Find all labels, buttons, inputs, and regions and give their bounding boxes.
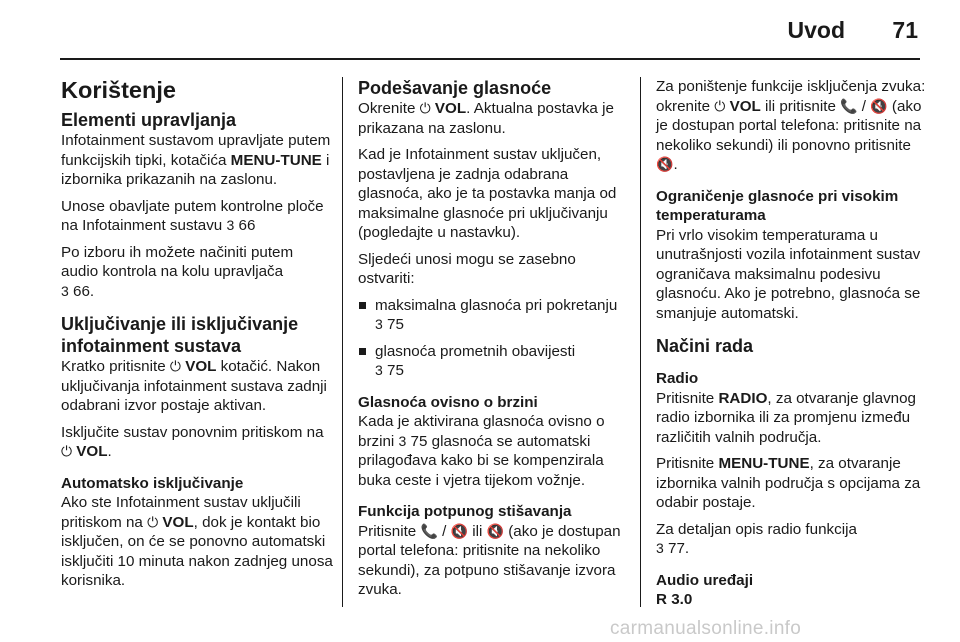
paragraph: Okrenite ⏻ VOL. Aktualna postavka je prikazana na zaslonu. [358,100,614,137]
power-icon: ⏻ [714,97,726,114]
paragraph: Kada je aktivirana glasnoća ovisno o brzini 3 75 glasnoća se automatski prilagođava kako bi se kompenzirala buka ceste i vjetra tijekom vožnje. [358,413,605,489]
arrow-ref-icon: 3 [375,362,383,378]
paragraph: Pritisnite 📞 / 🔇 ili 🔇 (ako je dostupan portal telefona: pritisnite na nekoliko sekundi), za potpuno stišavanje izvora zvuka. [358,522,621,598]
paragraph: Isključite sustav ponovnim pritiskom na ⏻ VOL. [61,423,324,460]
column-1 [61,77,333,598]
page-header [0,0,960,60]
power-icon: ⏻ [419,100,431,116]
arrow-ref-icon: 3 [61,282,69,299]
column-divider-2 [640,77,641,607]
paragraph: Infotainment sustavom upravljate putem funkcijskih tipki, kotačića MENU-TUNE i izbornika prikazanih na zaslonu. [61,132,331,188]
phone-icon: 📞 [420,522,438,539]
heading-audio-devices: Audio uređaji [656,571,754,589]
paragraph: Sljedeći unosi mogu se zasebno ostvariti: [358,250,576,287]
column-3 [656,77,928,610]
heading-on-off: Uključivanje ili isključivanje infotainment sustava [61,314,299,356]
mute-icon: 🔇 [870,97,888,114]
list-item: maksimalna glasnoća pri pokretanju 3 75 [358,296,628,335]
heading-temp-limit: Ograničenje glasnoće pri visokim temperaturama [656,187,899,224]
power-icon: ⏻ [169,358,181,374]
column-2 [358,77,628,607]
arrow-ref-icon: 3 [375,316,383,332]
mute-icon: 🔇 [450,522,469,539]
list-item: glasnoća prometnih obavijesti 3 75 [358,342,628,381]
heading-r30: R 3.0 [656,591,693,608]
mute-icon: 🔇 [656,156,674,172]
bullet-list [358,296,628,381]
paragraph: Kratko pritisnite ⏻ VOL kotačić. Nakon uključivanja infotainment sustava zadnji odabrani izvor postaje aktivan. [61,358,327,414]
heading-controls: Elementi upravljanja [61,110,237,130]
paragraph: Pritisnite MENU-TUNE, za otvaranje izbornika valnih područja s opcijama za odabir postaje. [656,455,921,511]
mute-icon: 🔇 [486,522,505,539]
heading-modes: Načini rada [656,336,754,356]
heading-volume: Podešavanje glasnoće [358,78,552,98]
paragraph: Ako ste Infotainment sustav uključili pritiskom na ⏻ VOL, dok je kontakt bio isključen, on će se ponovno automatski isključiti 10 minuta nakon zadnjeg unosa korisnika. [61,494,333,589]
page-number: 71 [892,17,918,43]
paragraph: Za poništenje funkcije isključenja zvuka: okrenite ⏻ VOL ili pritisnite 📞 / 🔇 (ako je dostupan portal telefona: pritisnite na nekoliko sekundi) ili ponovno pritisnite 🔇. [656,78,926,173]
heading-radio: Radio [656,370,699,387]
paragraph: Pri vrlo visokim temperaturama u unutrašnjosti vozila infotainment sustav ograničava maksimalnu podesivu glasnoću. Ako je potrebno, glasnoća se smanjuje automatski. [656,226,921,322]
paragraph: Za detaljan opis radio funkcija 3 77. [656,520,857,557]
power-icon: ⏻ [147,513,159,530]
paragraph: Kad je Infotainment sustav uključen, postavljena je zadnja odabrana glasnoća, ako je ta postavka manja od maksimalne glasnoće pri uključivanju (pogledajte u nastavku). [358,146,617,241]
arrow-ref-icon: 3 [398,432,407,449]
power-icon: ⏻ [61,443,73,459]
paragraph: Po izboru ih možete načiniti putem audio kontrola na kolu upravljača 3 66. [61,243,294,300]
paragraph: Pritisnite RADIO, za otvaranje glavnog radio izbornika ili za promjenu između različitih valnih područja. [656,389,917,446]
phone-icon: 📞 [840,97,858,114]
heading-mute: Funkcija potpunog stišavanja [358,503,572,520]
heading-usage: Korištenje [61,77,176,103]
header-rule [60,58,920,60]
heading-speed-volume: Glasnoća ovisno o brzini [358,393,538,411]
arrow-ref-icon: 3 [226,217,235,233]
heading-auto-off: Automatsko isključivanje [61,474,244,492]
paragraph: Unose obavljate putem kontrolne ploče na Infotainment sustavu 3 66 [61,197,324,234]
watermark: carmanualsonline.info [610,618,802,639]
arrow-ref-icon: 3 [656,540,664,556]
section-title: Uvod [787,17,845,43]
column-divider-1 [342,77,343,607]
